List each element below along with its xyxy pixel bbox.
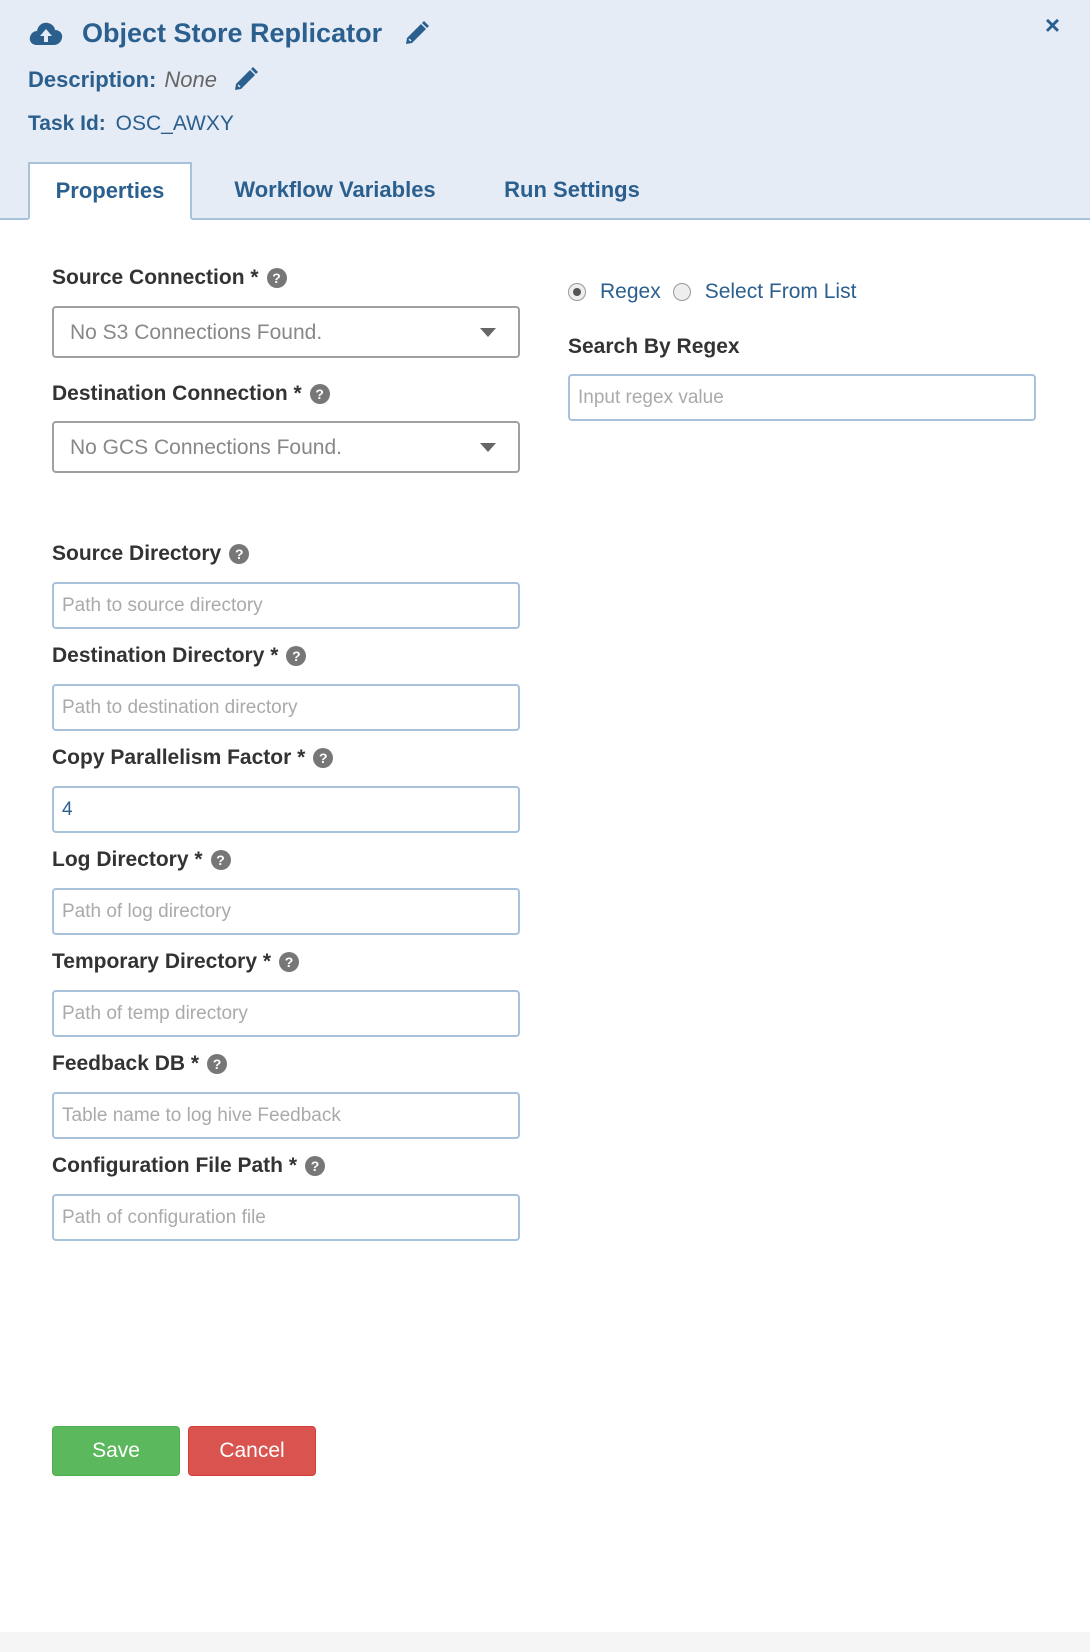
title-row — [28, 18, 430, 49]
help-icon[interactable]: ? — [229, 544, 249, 564]
source-connection-value: No S3 Connections Found. — [70, 321, 323, 344]
feedback-db-label-text: Feedback DB * — [52, 1052, 200, 1075]
destination-connection-label-text: Destination Connection * — [52, 382, 302, 405]
task-id-row — [28, 112, 234, 136]
config-file-path-label — [52, 1154, 325, 1178]
copy-parallelism-input[interactable] — [52, 786, 520, 833]
search-by-regex-label: Search By Regex — [568, 335, 740, 358]
chevron-down-icon — [480, 328, 496, 337]
regex-input[interactable] — [568, 374, 1036, 421]
source-connection-select[interactable] — [52, 306, 520, 358]
task-id-label: Task Id: — [28, 112, 106, 135]
task-title: Object Store Replicator — [82, 18, 383, 48]
chevron-down-icon — [480, 443, 496, 452]
regex-radio[interactable] — [568, 283, 586, 301]
destination-directory-input[interactable] — [52, 684, 520, 731]
cancel-button[interactable]: Cancel — [188, 1426, 316, 1476]
source-directory-label — [52, 542, 249, 566]
source-directory-label-text: Source Directory — [52, 542, 222, 565]
destination-connection-select[interactable] — [52, 421, 520, 473]
destination-connection-label — [52, 382, 330, 406]
copy-parallelism-label-text: Copy Parallelism Factor * — [52, 746, 306, 769]
help-icon[interactable]: ? — [286, 646, 306, 666]
copy-parallelism-label — [52, 746, 333, 770]
source-directory-input[interactable] — [52, 582, 520, 629]
temp-directory-input[interactable] — [52, 990, 520, 1037]
select-from-list-radio-label[interactable]: Select From List — [704, 280, 857, 303]
destination-directory-label — [52, 644, 306, 668]
feedback-db-input[interactable] — [52, 1092, 520, 1139]
help-icon[interactable]: ? — [310, 384, 330, 404]
log-directory-input[interactable] — [52, 888, 520, 935]
tab-run-settings[interactable]: Run Settings — [478, 162, 666, 220]
help-icon[interactable]: ? — [207, 1054, 227, 1074]
config-file-path-label-text: Configuration File Path * — [52, 1154, 297, 1177]
help-icon[interactable]: ? — [211, 850, 231, 870]
source-connection-label — [52, 266, 287, 290]
feedback-db-label — [52, 1052, 227, 1076]
help-icon[interactable]: ? — [279, 952, 299, 972]
file-selection-radio-group — [568, 280, 868, 304]
help-icon[interactable]: ? — [267, 268, 287, 288]
tab-workflow-variables[interactable]: Workflow Variables — [208, 162, 462, 220]
config-file-path-input[interactable] — [52, 1194, 520, 1241]
regex-radio-label[interactable]: Regex — [600, 280, 661, 303]
close-icon[interactable]: × — [1044, 10, 1060, 40]
description-row — [28, 66, 259, 94]
help-icon[interactable]: ? — [305, 1156, 325, 1176]
edit-title-pencil-icon[interactable] — [402, 20, 430, 48]
help-icon[interactable]: ? — [313, 748, 333, 768]
bottom-strip — [0, 1632, 1090, 1652]
description-value: None — [164, 67, 217, 92]
task-id-value: OSC_AWXY — [115, 112, 234, 135]
source-connection-label-text: Source Connection * — [52, 266, 259, 289]
edit-description-pencil-icon[interactable] — [231, 66, 259, 94]
save-button[interactable]: Save — [52, 1426, 180, 1476]
cloud-upload-icon — [28, 19, 64, 49]
tab-properties[interactable]: Properties — [28, 162, 192, 220]
destination-connection-value: No GCS Connections Found. — [70, 436, 342, 459]
log-directory-label — [52, 848, 231, 872]
destination-directory-label-text: Destination Directory * — [52, 644, 279, 667]
log-directory-label-text: Log Directory * — [52, 848, 203, 871]
temp-directory-label-text: Temporary Directory * — [52, 950, 272, 973]
temp-directory-label — [52, 950, 299, 974]
description-label: Description: — [28, 67, 157, 92]
select-from-list-radio[interactable] — [673, 283, 691, 301]
